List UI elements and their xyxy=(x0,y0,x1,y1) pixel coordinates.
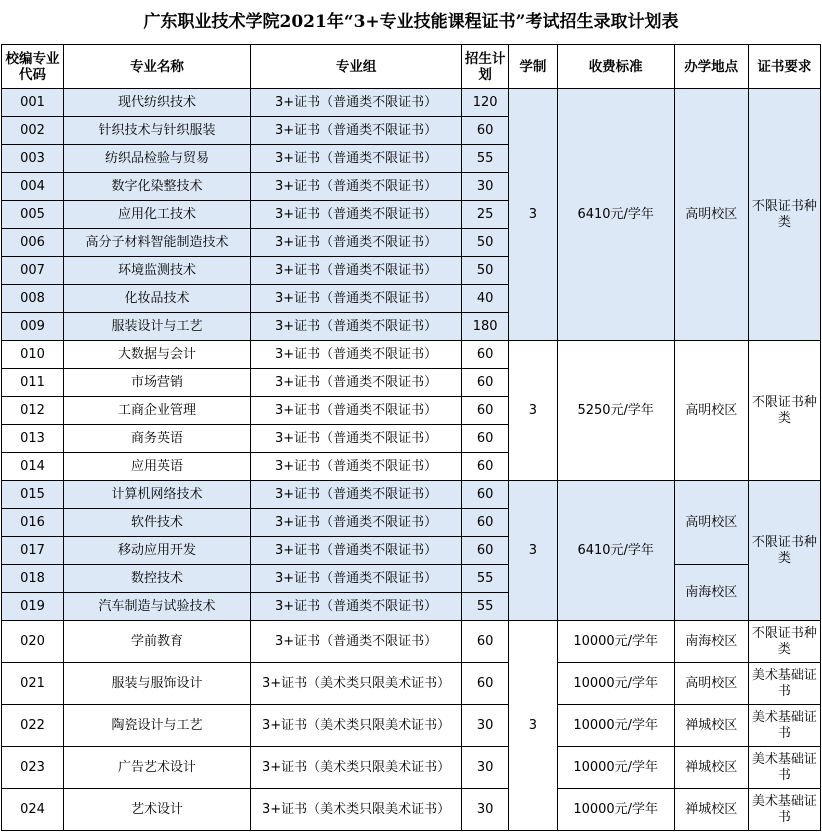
cell-group: 3+证书（普通类不限证书） xyxy=(250,117,461,145)
cell-name: 应用英语 xyxy=(63,453,250,481)
table-row xyxy=(2,341,821,369)
cell-plan: 30 xyxy=(462,705,509,747)
cell-plan: 180 xyxy=(462,313,509,341)
cell-name: 环境监测技术 xyxy=(63,257,250,285)
cell-code: 003 xyxy=(2,145,64,173)
cell-cert: 不限证书种类 xyxy=(748,621,820,663)
cell-plan: 60 xyxy=(462,621,509,663)
table-row xyxy=(2,621,821,663)
table-row xyxy=(2,789,821,831)
cell-cert: 美术基础证书 xyxy=(748,663,820,705)
cell-plan: 55 xyxy=(462,565,509,593)
cell-cert: 不限证书种类 xyxy=(748,89,820,341)
cell-plan: 30 xyxy=(462,747,509,789)
cell-group: 3+证书（普通类不限证书） xyxy=(250,425,461,453)
cell-group: 3+证书（普通类不限证书） xyxy=(250,89,461,117)
cell-cert: 美术基础证书 xyxy=(748,789,820,831)
cell-code: 004 xyxy=(2,173,64,201)
cell-plan: 60 xyxy=(462,453,509,481)
cell-plan: 60 xyxy=(462,397,509,425)
table-row xyxy=(2,663,821,705)
cell-group: 3+证书（普通类不限证书） xyxy=(250,621,461,663)
cell-plan: 30 xyxy=(462,789,509,831)
header-cert: 证书要求 xyxy=(748,45,820,89)
cell-campus: 南海校区 xyxy=(674,621,748,663)
cell-plan: 50 xyxy=(462,257,509,285)
cell-name: 市场营销 xyxy=(63,369,250,397)
header-group: 专业组 xyxy=(250,45,461,89)
cell-group: 3+证书（美术类只限美术证书） xyxy=(250,705,461,747)
cell-group: 3+证书（普通类不限证书） xyxy=(250,201,461,229)
cell-plan: 25 xyxy=(462,201,509,229)
cell-fee: 10000元/学年 xyxy=(557,621,674,663)
cell-code: 015 xyxy=(2,481,64,509)
header-campus: 办学地点 xyxy=(674,45,748,89)
table-row xyxy=(2,705,821,747)
cell-campus: 南海校区 xyxy=(674,565,748,621)
cell-campus: 高明校区 xyxy=(674,341,748,481)
cell-campus: 高明校区 xyxy=(674,481,748,565)
cell-code: 021 xyxy=(2,663,64,705)
cell-name: 纺织品检验与贸易 xyxy=(63,145,250,173)
cell-campus: 禅城校区 xyxy=(674,747,748,789)
cell-fee: 10000元/学年 xyxy=(557,789,674,831)
cell-name: 服装与服饰设计 xyxy=(63,663,250,705)
cell-code: 005 xyxy=(2,201,64,229)
cell-group: 3+证书（普通类不限证书） xyxy=(250,397,461,425)
cell-code: 002 xyxy=(2,117,64,145)
cell-group: 3+证书（普通类不限证书） xyxy=(250,145,461,173)
cell-years: 3 xyxy=(509,621,558,831)
cell-name: 汽车制造与试验技术 xyxy=(63,593,250,621)
cell-group: 3+证书（普通类不限证书） xyxy=(250,565,461,593)
cell-name: 广告艺术设计 xyxy=(63,747,250,789)
cell-years: 3 xyxy=(509,341,558,481)
cell-cert: 不限证书种类 xyxy=(748,481,820,621)
cell-plan: 60 xyxy=(462,425,509,453)
cell-code: 013 xyxy=(2,425,64,453)
cell-name: 服装设计与工艺 xyxy=(63,313,250,341)
table-row xyxy=(2,89,821,117)
cell-fee: 6410元/学年 xyxy=(557,89,674,341)
cell-campus: 禅城校区 xyxy=(674,789,748,831)
cell-plan: 40 xyxy=(462,285,509,313)
cell-group: 3+证书（普通类不限证书） xyxy=(250,229,461,257)
table-row xyxy=(2,747,821,789)
cell-name: 陶瓷设计与工艺 xyxy=(63,705,250,747)
cell-code: 023 xyxy=(2,747,64,789)
cell-plan: 60 xyxy=(462,663,509,705)
cell-fee: 10000元/学年 xyxy=(557,747,674,789)
cell-name: 学前教育 xyxy=(63,621,250,663)
cell-plan: 60 xyxy=(462,117,509,145)
cell-plan: 60 xyxy=(462,341,509,369)
cell-plan: 55 xyxy=(462,593,509,621)
cell-plan: 120 xyxy=(462,89,509,117)
cell-name: 针织技术与针织服装 xyxy=(63,117,250,145)
cell-group: 3+证书（普通类不限证书） xyxy=(250,341,461,369)
cell-fee: 6410元/学年 xyxy=(557,481,674,621)
cell-group: 3+证书（普通类不限证书） xyxy=(250,453,461,481)
cell-plan: 60 xyxy=(462,537,509,565)
cell-campus: 禅城校区 xyxy=(674,705,748,747)
cell-group: 3+证书（普通类不限证书） xyxy=(250,593,461,621)
cell-group: 3+证书（美术类只限美术证书） xyxy=(250,747,461,789)
cell-fee: 5250元/学年 xyxy=(557,341,674,481)
cell-campus: 高明校区 xyxy=(674,89,748,341)
cell-cert: 美术基础证书 xyxy=(748,747,820,789)
admission-plan-table xyxy=(1,44,821,831)
cell-years: 3 xyxy=(509,481,558,621)
cell-group: 3+证书（普通类不限证书） xyxy=(250,537,461,565)
header-name: 专业名称 xyxy=(63,45,250,89)
cell-plan: 50 xyxy=(462,229,509,257)
cell-name: 软件技术 xyxy=(63,509,250,537)
cell-code: 020 xyxy=(2,621,64,663)
cell-name: 艺术设计 xyxy=(63,789,250,831)
cell-group: 3+证书（普通类不限证书） xyxy=(250,257,461,285)
cell-group: 3+证书（普通类不限证书） xyxy=(250,481,461,509)
cell-plan: 60 xyxy=(462,481,509,509)
cell-group: 3+证书（普通类不限证书） xyxy=(250,173,461,201)
cell-cert: 不限证书种类 xyxy=(748,341,820,481)
cell-code: 010 xyxy=(2,341,64,369)
cell-cert: 美术基础证书 xyxy=(748,705,820,747)
cell-code: 017 xyxy=(2,537,64,565)
cell-code: 019 xyxy=(2,593,64,621)
cell-name: 移动应用开发 xyxy=(63,537,250,565)
cell-plan: 55 xyxy=(462,145,509,173)
cell-plan: 30 xyxy=(462,173,509,201)
cell-group: 3+证书（普通类不限证书） xyxy=(250,313,461,341)
cell-name: 工商企业管理 xyxy=(63,397,250,425)
cell-group: 3+证书（普通类不限证书） xyxy=(250,509,461,537)
cell-name: 商务英语 xyxy=(63,425,250,453)
cell-campus: 高明校区 xyxy=(674,663,748,705)
cell-code: 012 xyxy=(2,397,64,425)
table-row xyxy=(2,481,821,509)
cell-name: 数字化染整技术 xyxy=(63,173,250,201)
cell-code: 016 xyxy=(2,509,64,537)
cell-code: 024 xyxy=(2,789,64,831)
cell-name: 应用化工技术 xyxy=(63,201,250,229)
cell-name: 化妆品技术 xyxy=(63,285,250,313)
cell-code: 006 xyxy=(2,229,64,257)
cell-name: 高分子材料智能制造技术 xyxy=(63,229,250,257)
cell-name: 现代纺织技术 xyxy=(63,89,250,117)
cell-code: 011 xyxy=(2,369,64,397)
cell-code: 008 xyxy=(2,285,64,313)
cell-fee: 10000元/学年 xyxy=(557,663,674,705)
cell-code: 022 xyxy=(2,705,64,747)
cell-plan: 60 xyxy=(462,369,509,397)
cell-code: 009 xyxy=(2,313,64,341)
header-fee: 收费标准 xyxy=(557,45,674,89)
cell-plan: 60 xyxy=(462,509,509,537)
page-title: 广东职业技术学院2021年“3+专业技能课程证书”考试招生录取计划表 xyxy=(143,12,679,32)
table-row xyxy=(2,565,821,593)
header-row xyxy=(2,45,821,89)
header-years: 学制 xyxy=(509,45,558,89)
header-code: 校编专业代码 xyxy=(2,45,64,89)
cell-name: 计算机网络技术 xyxy=(63,481,250,509)
header-plan: 招生计划 xyxy=(462,45,509,89)
cell-group: 3+证书（美术类只限美术证书） xyxy=(250,663,461,705)
cell-code: 018 xyxy=(2,565,64,593)
cell-group: 3+证书（普通类不限证书） xyxy=(250,369,461,397)
cell-code: 007 xyxy=(2,257,64,285)
cell-years: 3 xyxy=(509,89,558,341)
cell-name: 数控技术 xyxy=(63,565,250,593)
cell-code: 001 xyxy=(2,89,64,117)
cell-group: 3+证书（普通类不限证书） xyxy=(250,285,461,313)
cell-name: 大数据与会计 xyxy=(63,341,250,369)
cell-group: 3+证书（美术类只限美术证书） xyxy=(250,789,461,831)
cell-fee: 10000元/学年 xyxy=(557,705,674,747)
cell-code: 014 xyxy=(2,453,64,481)
